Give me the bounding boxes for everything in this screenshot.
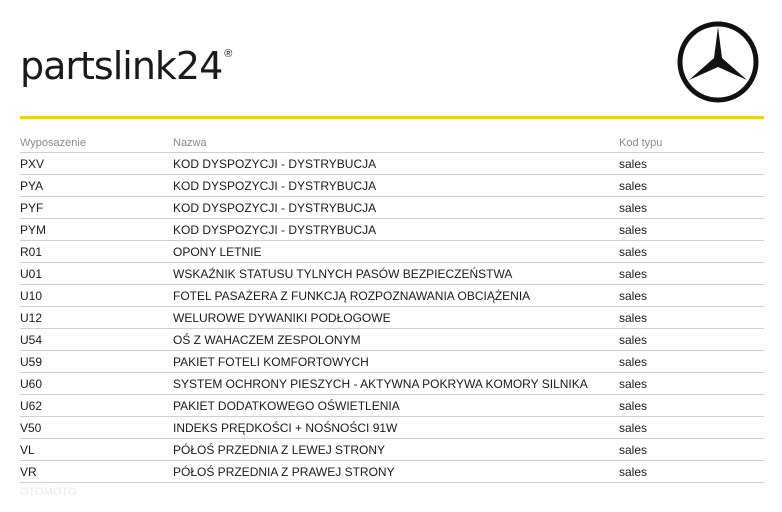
type-code: sales xyxy=(619,197,764,219)
type-code: sales xyxy=(619,373,764,395)
equipment-code: VL xyxy=(20,439,173,461)
table-row xyxy=(20,461,764,483)
table-row xyxy=(20,373,764,395)
equipment-name: WELUROWE DYWANIKI PODŁOGOWE xyxy=(173,307,619,329)
equipment-name: SYSTEM OCHRONY PIESZYCH - AKTYWNA POKRYWA KOMORY SILNIKA xyxy=(173,373,619,395)
equipment-code: U60 xyxy=(20,373,173,395)
equipment-code: PYF xyxy=(20,197,173,219)
type-code: sales xyxy=(619,461,764,483)
type-code: sales xyxy=(619,241,764,263)
equipment-name: KOD DYSPOZYCJI - DYSTRYBUCJA xyxy=(173,175,619,197)
table-row xyxy=(20,351,764,373)
equipment-code: U54 xyxy=(20,329,173,351)
watermark: OTOMOTO xyxy=(20,486,77,498)
column-header-type: Kod typu xyxy=(619,134,764,153)
equipment-code: V50 xyxy=(20,417,173,439)
type-code: sales xyxy=(619,439,764,461)
type-code: sales xyxy=(619,307,764,329)
equipment-code: U12 xyxy=(20,307,173,329)
mercedes-star-icon xyxy=(676,20,760,104)
table-row xyxy=(20,153,764,175)
equipment-code: PYA xyxy=(20,175,173,197)
equipment-name: OPONY LETNIE xyxy=(173,241,619,263)
type-code: sales xyxy=(619,417,764,439)
type-code: sales xyxy=(619,219,764,241)
equipment-name: KOD DYSPOZYCJI - DYSTRYBUCJA xyxy=(173,197,619,219)
table-row xyxy=(20,395,764,417)
table-row xyxy=(20,329,764,351)
equipment-code: U10 xyxy=(20,285,173,307)
equipment-name: OŚ Z WAHACZEM ZESPOLONYM xyxy=(173,329,619,351)
equipment-name: KOD DYSPOZYCJI - DYSTRYBUCJA xyxy=(173,219,619,241)
type-code: sales xyxy=(619,351,764,373)
equipment-name: KOD DYSPOZYCJI - DYSTRYBUCJA xyxy=(173,153,619,175)
equipment-table xyxy=(20,134,764,483)
registered-mark: ® xyxy=(224,48,233,60)
equipment-name: WSKAŹNIK STATUSU TYLNYCH PASÓW BEZPIECZEŃSTWA xyxy=(173,263,619,285)
column-header-code: Wyposazenie xyxy=(20,134,173,153)
equipment-code: U59 xyxy=(20,351,173,373)
table-row xyxy=(20,175,764,197)
equipment-name: PÓŁOŚ PRZEDNIA Z LEWEJ STRONY xyxy=(173,439,619,461)
equipment-code: PYM xyxy=(20,219,173,241)
table-row xyxy=(20,219,764,241)
table-header-row xyxy=(20,134,764,153)
table-row xyxy=(20,307,764,329)
equipment-name: INDEKS PRĘDKOŚCI + NOŚNOŚCI 91W xyxy=(173,417,619,439)
type-code: sales xyxy=(619,285,764,307)
equipment-name: PAKIET DODATKOWEGO OŚWIETLENIA xyxy=(173,395,619,417)
type-code: sales xyxy=(619,263,764,285)
column-header-name: Nazwa xyxy=(173,134,619,153)
table-row xyxy=(20,417,764,439)
equipment-code: R01 xyxy=(20,241,173,263)
type-code: sales xyxy=(619,153,764,175)
table-row xyxy=(20,263,764,285)
equipment-name: PAKIET FOTELI KOMFORTOWYCH xyxy=(173,351,619,373)
equipment-name: PÓŁOŚ PRZEDNIA Z PRAWEJ STRONY xyxy=(173,461,619,483)
type-code: sales xyxy=(619,329,764,351)
equipment-code: PXV xyxy=(20,153,173,175)
equipment-code: VR xyxy=(20,461,173,483)
partslink24-logo xyxy=(20,44,232,96)
table-row xyxy=(20,197,764,219)
type-code: sales xyxy=(619,175,764,197)
type-code: sales xyxy=(619,395,764,417)
equipment-name: FOTEL PASAŻERA Z FUNKCJĄ ROZPOZNAWANIA OBCIĄŻENIA xyxy=(173,285,619,307)
table-row xyxy=(20,285,764,307)
equipment-code: U01 xyxy=(20,263,173,285)
equipment-code: U62 xyxy=(20,395,173,417)
table-row xyxy=(20,241,764,263)
logo-text: partslink24 xyxy=(20,44,223,88)
table-row xyxy=(20,439,764,461)
accent-divider xyxy=(20,116,764,119)
